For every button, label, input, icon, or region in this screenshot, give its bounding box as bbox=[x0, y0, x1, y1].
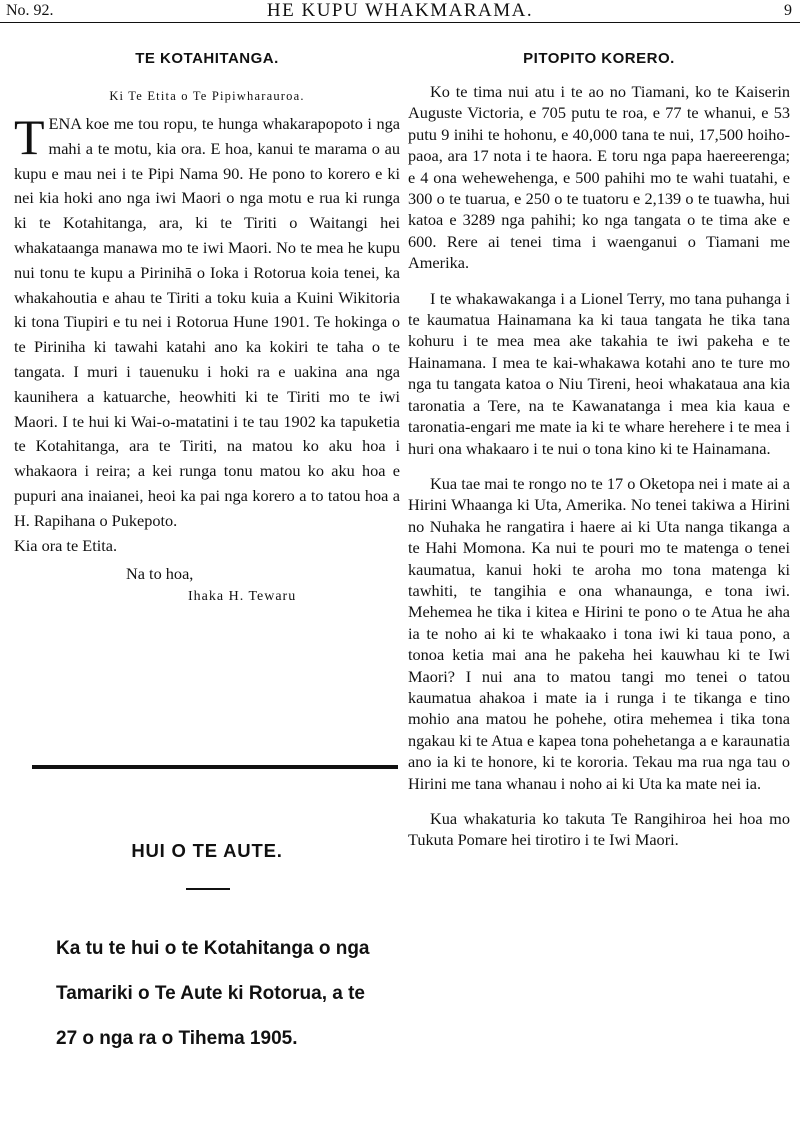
news-paragraph: Ko te tima nui atu i te ao no Tiamani, ko te Kaiserin Auguste Victoria, e 705 putu te roa, e 77 te whanui, e 53 putu 9 inihi te hohonu, e 40,000 tana te nui, 17,500 hoiho-paoa, ara 17 nota i te haora. E toru nga papa haereerenga; e 4 ona wehewehenga, e 500 pahihi mo te wahi tuatahi, e 300 o te tuarua, e 250 o te tuatoru e 2,139 o te tuawha, hui katoa e 3289 nga pahihi; ko nga tangata o te tima ake e 600. Rere ai tenei tima i waenganui o Tiamani me Amerika. bbox=[408, 82, 790, 273]
running-title: HE KUPU WHAKMARAMA. bbox=[266, 0, 534, 21]
news-items bbox=[408, 81, 790, 851]
news-paragraph: I te whakawakanga i a Lionel Terry, mo tana puhanga i te kaumatua Hainamana ka ki taua tangata he tika tana kohuru i te mea mea ake takahia te iwi pakeha e te Hainamana. I mea te kai-whakawa kotahi ano te ture mo nga tu tangata katoa o Niu Tireni, heoi whakataua ana kia taronatia a Tere, na te Kawanatanga i mea kia kaua e taronatia-engari me mate ia ki te whare herehere i te mea i huri ona whakaaro i te nui o tona kino ki te Hainamana. bbox=[408, 288, 790, 458]
letter-signoff: Na to hoa, bbox=[126, 564, 194, 584]
hui-heading: HUI O TE AUTE. bbox=[131, 840, 283, 861]
hui-announcement: Ka tu te hui o te Kotahitanga o nga Tamariki o Te Aute ki Rotorua, a te 27 o nga ra o Tihema 1905. bbox=[56, 938, 370, 1049]
letter-closing: Kia ora te Etita. bbox=[14, 535, 118, 555]
kotahitanga-heading: TE KOTAHITANGA. bbox=[135, 50, 279, 67]
letter-salutation: Ki Te Etita o Te Pipiwharauroa. bbox=[109, 89, 305, 103]
page-header bbox=[0, 0, 800, 24]
right-column bbox=[408, 24, 790, 851]
left-column bbox=[14, 24, 400, 605]
letter-text: ENA koe me tou ropu, te hunga whakarapopoto i nga mahi a te motu, kia ora. E hoa, kanui te marama o au kupu e mau nei i te Pipi Nama 90. He pono to korero e ki nei kia hoki ano nga iwi Maori o nga motu e rua ki runga ki te Kotahitanga, ara, ki te Tiriti o Waitangi hei whakataanga manawa mo te iwi Maori. No te mea he kupu nui tonu te kupu a Pirinihā o Ioka i Rotorua koia tenei, ka whakahoutia e ahau te Tiriti a toku kuia a Kuini Wikitoria ki tona Tiupiri e tu nei i Rotorua Hune 1901. Te hokinga o te Piriniha ki tawahi katahi ano ka kokiri te taha o te tangata. I muri i tauenuku i hoki ra e uakina ana nga kaunihera a katuarche, heowhiti ki te Tiriti mo te iwi Maori. I te hui ki Wai-o-matatini i te tau 1902 ka tapuketia te Kotahitanga, ara te Tiriti, na matou ko aku hoa i whakaora i reira; a kei runga tonu matou ko aku hoa e pupuri ana inaianei, heoi ka pai nga korero a to tatou hoa a H. Rapihana o Pukepoto. bbox=[14, 114, 400, 530]
news-paragraph: Kua whakaturia ko takuta Te Rangihiroa hei hoa mo Tukuta Pomare hei tirotiro i te Iwi Maori. bbox=[408, 809, 790, 850]
hui-short-rule bbox=[186, 888, 230, 890]
issue-number: No. 92. bbox=[6, 2, 54, 19]
letter-signature: Ihaka H. Tewaru bbox=[188, 589, 297, 605]
drop-cap: T bbox=[14, 109, 45, 165]
page-number: 9 bbox=[784, 2, 792, 19]
section-divider bbox=[32, 765, 398, 769]
letter-body bbox=[14, 109, 400, 534]
news-paragraph: Kua tae mai te rongo no te 17 o Oketopa nei i mate ai a Hirini Whaanga ki Uta, Amerika. No tenei takiwa a Hirini no Nuhaka he rangatira i haere ai ki Uta nanga tikanga a te Hahi Momona. Ka nui te pouri mo te matenga o tenei kaumatua, kanui hoki te aroha mo tona matenga ki tawhiti, te tangihia e ona whanaunga, e tona iwi. Mehemea he tika i kitea e Hirini te pono o te Atua he aha ia te noho ai ki te whakaako i tona iwi ki taua pono, a tonoa ketia mai ana he pakeha hei kauwhau ki te Iwi Maori? I nui ana to matou tangi mo tenei o tatou kaumatua ahakoa i mate ia i runga i te tikanga e tino mohio ana matou he pohehe, otira mehemea i tika tona ngakau ki te Atua e kapea tona pohehetanga a e karaunatia ano ia ki te honore, ki te kororia. Tekau ma rua nga tau o Hirini me tana whanau i noho ai ki Uta ka mate nei ia. bbox=[408, 473, 790, 793]
pitopito-heading: PITOPITO KORERO. bbox=[523, 50, 675, 67]
header-rule bbox=[0, 22, 800, 23]
